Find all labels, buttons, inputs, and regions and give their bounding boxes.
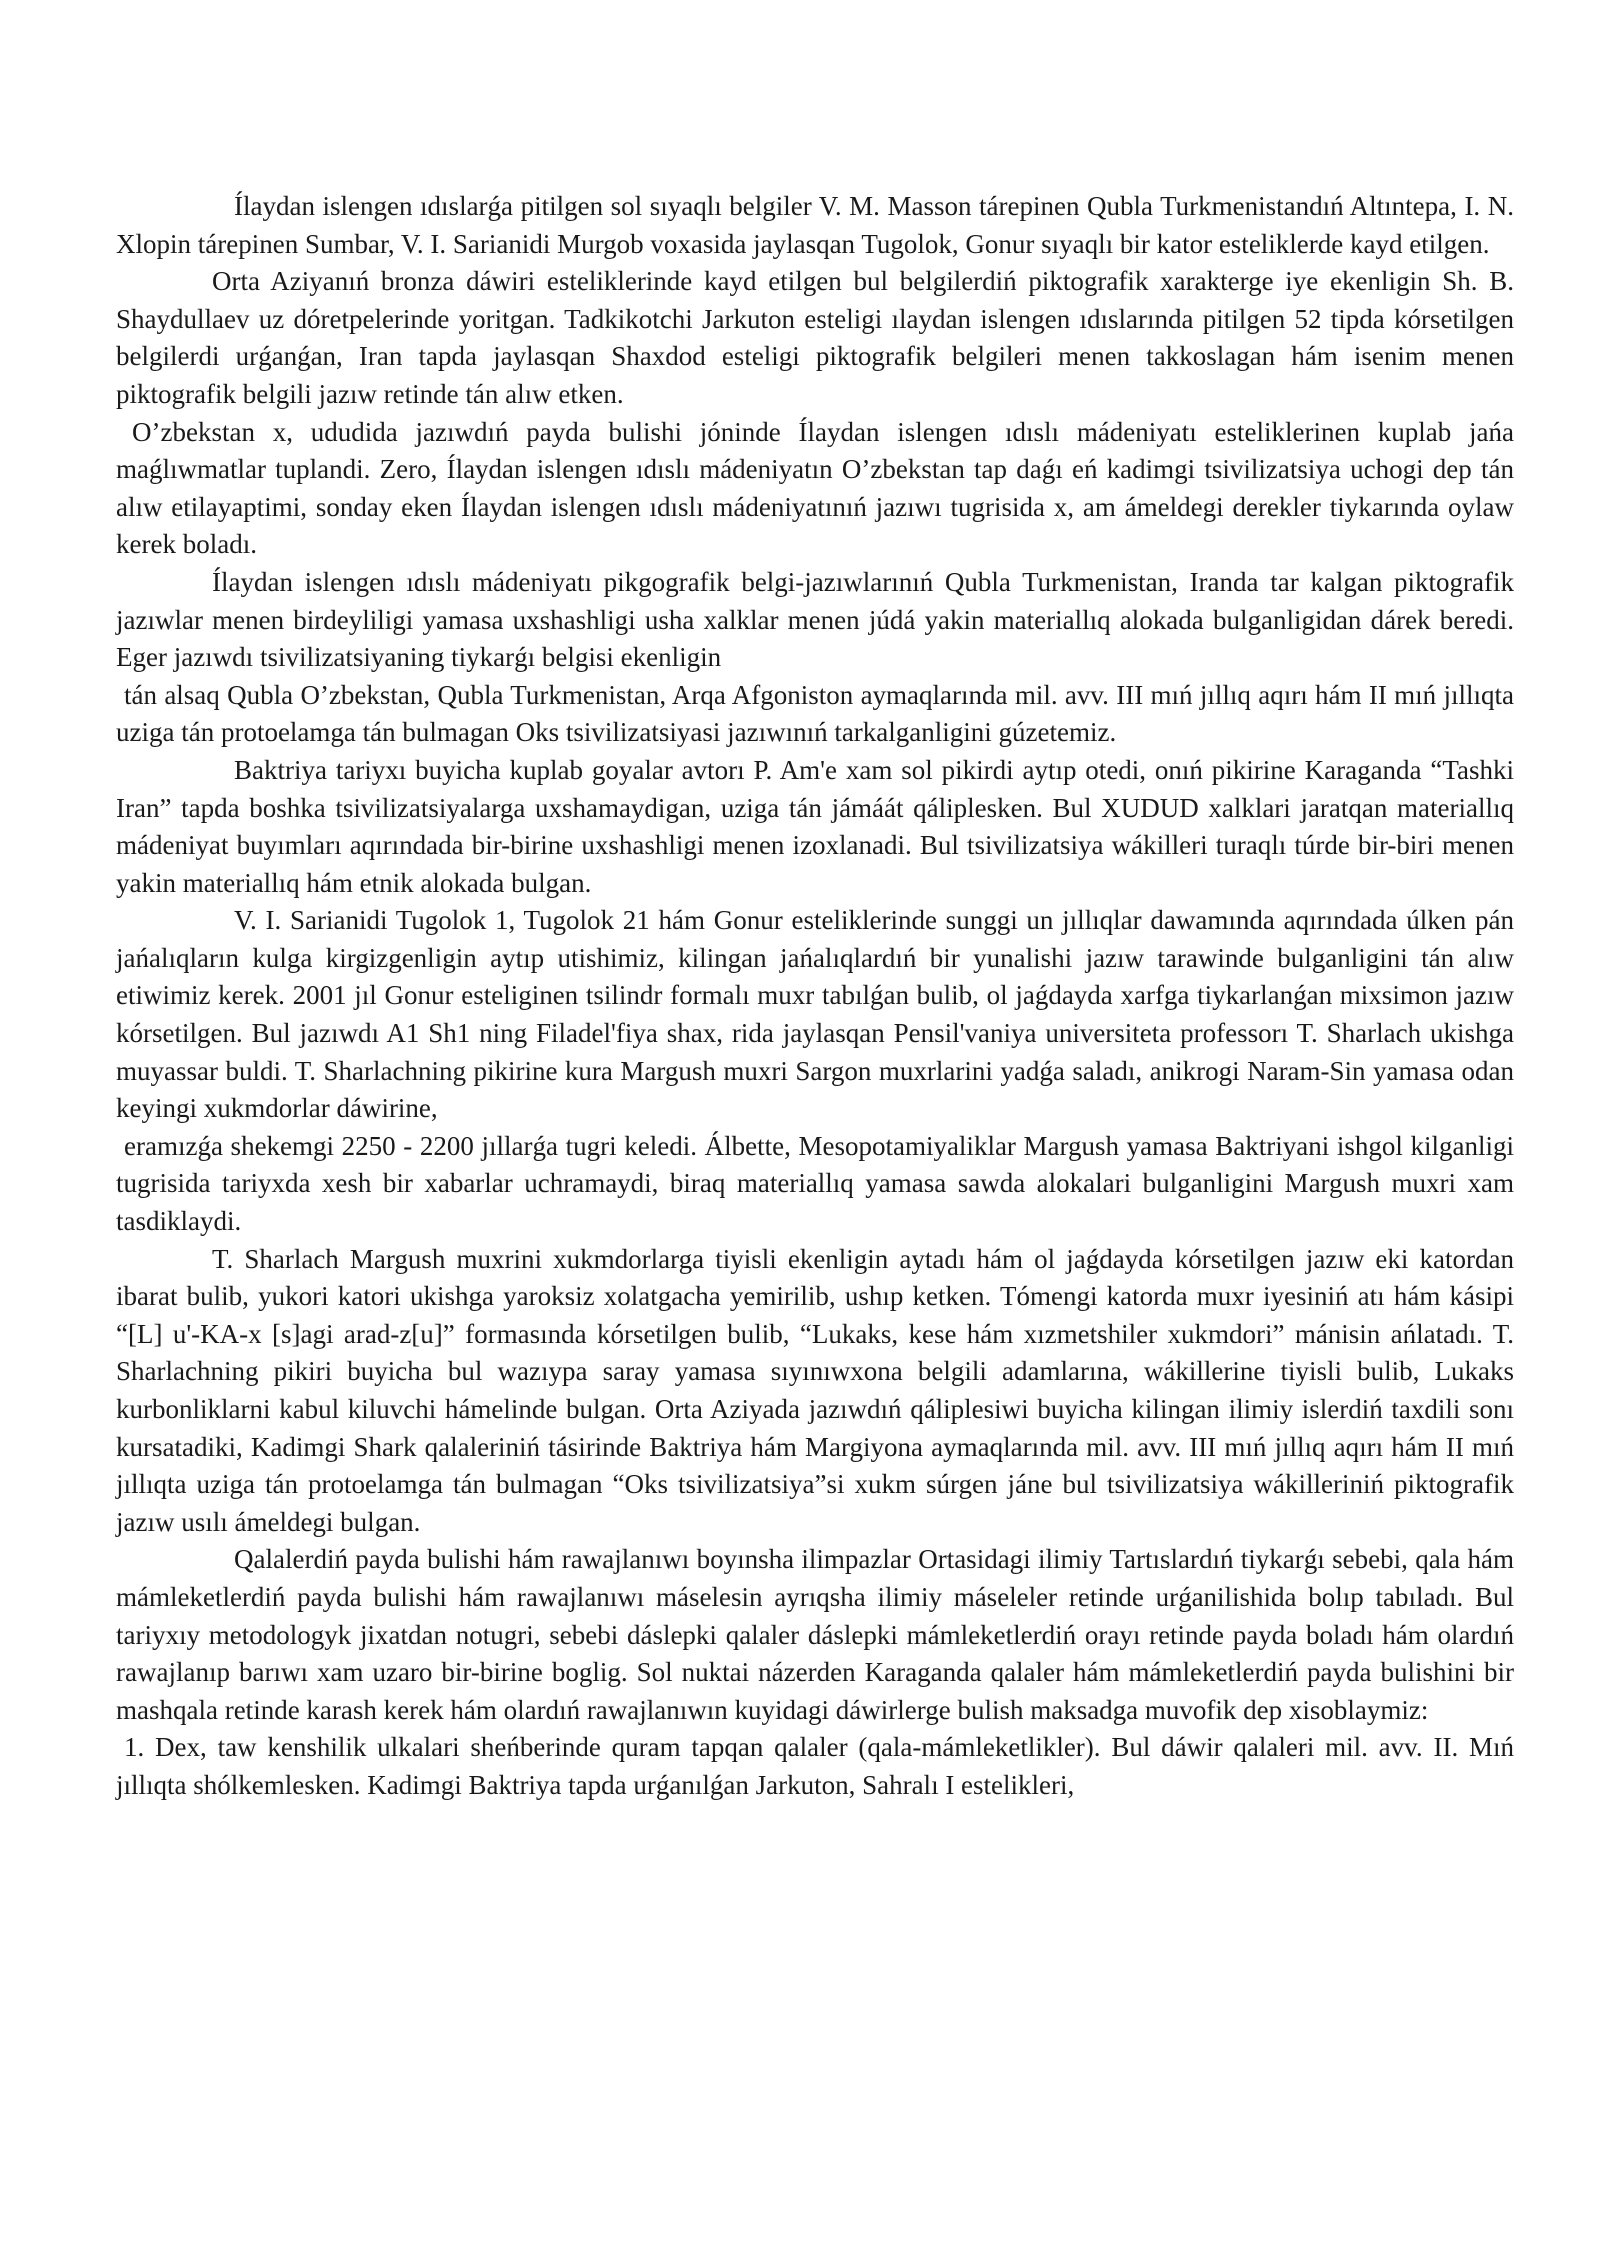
paragraph: Baktriya tariyxı buyicha kuplab goyalar avtorı P. Am'e xam sol pikirdi aytıp otedi, onıń pikirine Karaganda “Tashki Iran” tapda boshka tsivilizatsiyalarga uxshamaydigan, uziga tán jámáát qáliplesken. Bul XUDUD xalklari jaratqan materiallıq mádeniyat buyımları aqırındada bir-birine uxshashligi menen izoxlanadi. Bul tsivilizatsiya wákilleri turaqlı túrde bir-biri menen yakin materiallıq hám etnik alokada bulgan. xyxy=(116,754,1514,898)
document-page xyxy=(116,188,1514,1805)
paragraph: tán alsaq Qubla O’zbekstan, Qubla Turkmenistan, Arqa Afgoniston aymaqlarında mil. avv. III mıń jıllıq aqırı hám II mıń jıllıqta uziga tán protoelamga tán bulmagan Oks tsivilizatsiyasi jazıwınıń tarkalganligini gúzetemiz. xyxy=(116,679,1514,748)
paragraph: Ílaydan islengen ıdıslarǵa pitilgen sol sıyaqlı belgiler V. M. Masson tárepinen Qubla Turkmenistandıń Altıntepa, I. N. Xlopin tárepinen Sumbar, V. I. Sarianidi Murgob voxasida jaylasqan Tugolok, Gonur sıyaqlı bir kator esteliklerde kayd etilgen. xyxy=(116,191,1514,259)
list-item: 1. Dex, taw kenshilik ulkalari sheńberinde quram tapqan qalaler (qala-mámleketlikler). Bul dáwir qalaleri mil. avv. II. Mıń jıllıqta shólkemlesken. Kadimgi Baktriya tapda urǵanılǵan Jarkuton, Sahralı I estelikleri, xyxy=(116,1732,1514,1800)
paragraph: T. Sharlach Margush muxrini xukmdorlarga tiyisli ekenligin aytadı hám ol jaǵdayda kórsetilgen jazıw eki katordan ibarat bulib, yukori katori ukishga yaroksiz xolatgacha yemirilib, ushıp ketken. Tómengi katorda muxr iyesiniń atı hám kásipi “[L] u'-KA-x [s]agi arad-z[u]” formasında kórsetilgen bulib, “Lukaks, kese hám xızmetshiler xukmdori” mánisin ańlatadı. T. Sharlachning pikiri buyicha bul wazıypa saray yamasa sıyınıwxona belgili adamlarına, wákillerine tiyisli bulib, Lukaks kurbonliklarni kabul kiluvchi hámelinde bulgan. Orta Aziyada jazıwdıń qáliplesiwi buyicha kilingan ilimiy islerdiń taxdili sonı kursatadiki, Kadimgi Shark qalaleriniń tásirinde Baktriya hám Margiyona aymaqlarında mil. avv. III mıń jıllıq aqırı hám II mıń jıllıqta uziga tán protoelamga tán bulmagan “Oks tsivilizatsiya”si xukm súrgen jáne bul tsivilizatsiya wákilleriniń piktografik jazıw usılı ámeldegi bulgan. xyxy=(116,1243,1514,1537)
paragraph: eramızǵa shekemgi 2250 - 2200 jıllarǵa tugri keledi. Álbette, Mesopotamiyaliklar Margush yamasa Baktriyani ishgol kilganligi tugrisida tariyxda xesh bir xabarlar uchramaydi, biraq materiallıq yamasa sawda alokalari bulganligini Margush muxri xam tasdiklaydi. xyxy=(116,1130,1514,1237)
paragraph: V. I. Sarianidi Tugolok 1, Tugolok 21 hám Gonur esteliklerinde sunggi un jıllıqlar dawamında aqırındada úlken pán jańalıqların kulga kirgizgenligin aytıp utishimiz, kilingan jańalıqlardıń bir yunalishi jazıw tarawinde bulganligini tán alıw etiwimiz kerek. 2001 jıl Gonur esteliginen tsilindr formalı muxr tabılǵan bulib, ol jaǵdayda xarfga tiykarlanǵan mixsimon jazıw kórsetilgen. Bul jazıwdı A1 Sh1 ning Filadel'fiya shax, rida jaylasqan Pensil'vaniya universiteta professorı T. Sharlach ukishga muyassar buldi. T. Sharlachning pikirine kura Margush muxri Sargon muxrlarini yadǵa saladı, anikrogi Naram-Sin yamasa odan keyingi xukmdorlar dáwirine, xyxy=(116,905,1514,1124)
paragraph: O’zbekstan x, ududida jazıwdıń payda bulishi jóninde Ílaydan islengen ıdıslı mádeniyatı esteliklerinen kuplab jańa maǵlıwmatlar tuplandi. Zero, Ílaydan islengen ıdıslı mádeniyatın O’zbekstan tap daǵı eń kadimgi tsivilizatsiya uchogi dep tán alıw etilayaptimi, sonday eken Ílaydan islengen ıdıslı mádeniyatınıń jazıwı tugrisida x, am ámeldegi derekler tiykarında oylaw kerek boladı. xyxy=(116,416,1514,560)
paragraph: Qalalerdiń payda bulishi hám rawajlanıwı boyınsha ilimpazlar Ortasidagi ilimiy Tartıslardıń tiykarǵı sebebi, qala hám mámleketlerdiń payda bulishi hám rawajlanıwı máselesin ayrıqsha ilimiy máseleler retinde urǵanilishida bolıp tabıladı. Bul tariyxıy metodologyk jixatdan notugri, sebebi dáslepki qalaler dáslepki mámleketlerdiń orayı retinde payda boladı hám olardıń rawajlanıp barıwı xam uzaro bir-birine boglig. Sol nuktai názerden Karaganda qalaler hám mámleketlerdiń payda bulishini bir mashqala retinde karash kerek hám olardıń rawajlanıwın kuyidagi dáwirlerge bulish maksadga muvofik dep xisoblaymiz: xyxy=(116,1544,1514,1725)
paragraph: Ílaydan islengen ıdıslı mádeniyatı pikgografik belgi-jazıwlarınıń Qubla Turkmenistan, Iranda tar kalgan piktografik jazıwlar menen birdeyliligi yamasa uxshashligi usha xalklar menen júdá yakin materiallıq alokada bulganligidan dárek beredi. Eger jazıwdı tsivilizatsiyaning tiykarǵı belgisi ekenligin xyxy=(116,566,1514,673)
paragraph: Orta Aziyanıń bronza dáwiri esteliklerinde kayd etilgen bul belgilerdiń piktografik xarakterge iye ekenligin Sh. B. Shaydullaev uz dóretpelerinde yoritgan. Tadkikotchi Jarkuton esteligi ılaydan islengen ıdıslarında pitilgen 52 tipda kórsetilgen belgilerdi urǵanǵan, Iran tapda jaylasqan Shaxdod esteligi piktografik belgileri menen takkoslagan hám isenim menen piktografik belgili jazıw retinde tán alıw etken. xyxy=(116,266,1514,409)
